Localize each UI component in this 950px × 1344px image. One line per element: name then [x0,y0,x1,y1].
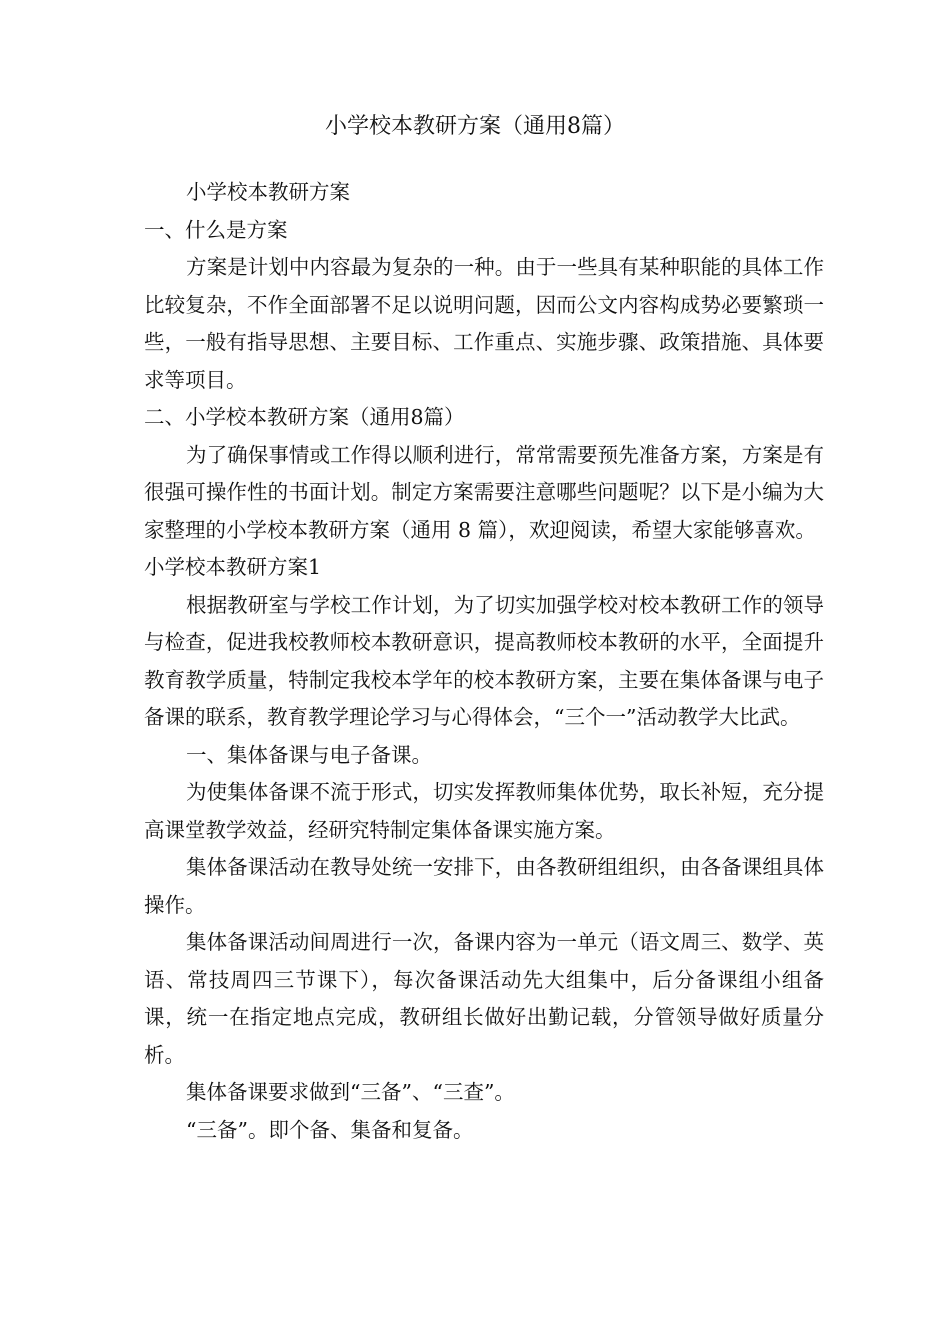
paragraph: 方案是计划中内容最为复杂的一种。由于一些具有某种职能的具体工作比较复杂，不作全面部署不足以说明问题，因而公文内容构成势必要繁琐一些，一般有指导思想、主要目标、工作重点、实施步骤、政策措施、具体要求等项目。 [144,255,824,392]
paragraph: “三备”。即个备、集备和复备。 [186,1117,474,1142]
paragraph: 集体备课活动在教导处统一安排下，由各教研组组织，由各备课组具体操作。 [144,855,824,917]
paragraph: 集体备课要求做到“三备”、“三查”。 [186,1080,515,1104]
paragraph: 集体备课活动间周进行一次，备课内容为一单元（语文周三、数学、英语、常技周四三节课下），每次备课活动先大组集中，后分备课组小组备课，统一在指定地点完成，教研组长做好出勤记载，分管领导做好质量分析。 [144,930,824,1067]
document-title: 小学校本教研方案（通用8篇） [325,114,625,139]
paragraph: 小学校本教研方案 [186,180,350,204]
paragraph: 根据教研室与学校工作计划，为了切实加强学校对校本教研工作的领导与检查，促进我校教师校本教研意识，提高教师校本教研的水平，全面提升教育教学质量，特制定我校本学年的校本教研方案，主要在集体备课与电子备课的联系，教育教学理论学习与心得体会，“三个一”活动教学大比武。 [144,592,824,729]
section-heading: 二、小学校本教研方案（通用8篇） [144,405,465,429]
paragraph: 为使集体备课不流于形式，切实发挥教师集体优势，取长补短，充分提高课堂教学效益，经研究特制定集体备课实施方案。 [144,780,824,842]
document-body [144,174,824,1149]
section-heading: 小学校本教研方案1 [144,555,322,579]
section-heading: 一、什么是方案 [144,217,288,242]
paragraph: 一、集体备课与电子备课。 [186,742,432,767]
paragraph: 为了确保事情或工作得以顺利进行，常常需要预先准备方案，方案是有很强可操作性的书面计划。制定方案需要注意哪些问题呢？以下是小编为大家整理的小学校本教研方案（通用 8 篇），欢迎阅读，希望大家能够喜欢。 [144,442,824,542]
